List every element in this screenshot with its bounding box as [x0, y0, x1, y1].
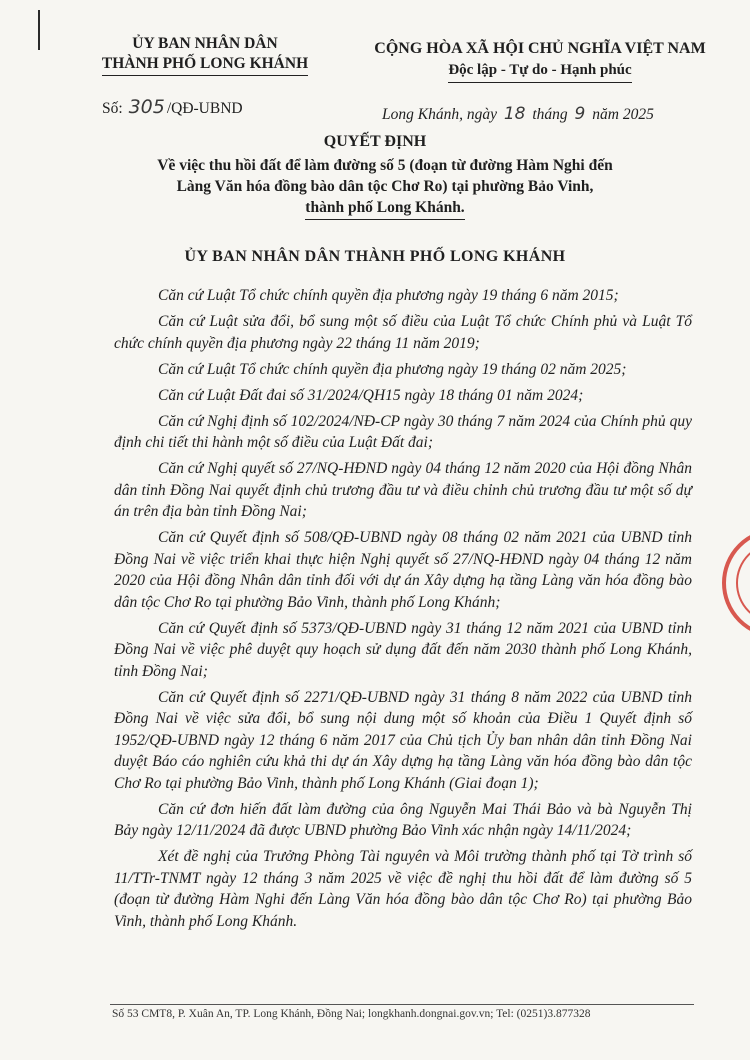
doc-number-handwritten: 305: [128, 96, 165, 118]
doc-number-prefix: Số:: [102, 100, 123, 117]
agency-line-1: ỦY BAN NHÂN DÂN: [132, 35, 278, 52]
paragraph: Căn cứ Quyết định số 2271/QĐ-UBND ngày 31 tháng 8 năm 2022 của UBND tỉnh Đồng Nai về việc sửa đổi, bổ sung nội dung một số khoản của Điều 1 Quyết định số 1952/QĐ-UBND ngày 12 tháng 6 năm 2017 của Chủ tịch Ủy ban nhân dân tỉnh Đồng Nai duyệt Báo cáo nghiên cứu khả thi dự án Xây dựng hạ tầng Làng văn hóa đồng bào dân tộc Chơ Ro tại phường Bảo Vinh, thành phố Long Khánh (Giai đoạn 1);: [114, 688, 692, 792]
place-label: Long Khánh, ngày: [382, 106, 497, 123]
nation-title: CỘNG HÒA XÃ HỘI CHỦ NGHĨA VIỆT NAM: [374, 40, 706, 57]
date-month-handwritten: 9: [574, 104, 586, 124]
scan-edge-mark: [38, 10, 40, 50]
national-heading: [355, 38, 725, 83]
paragraph: Căn cứ Luật Đất đai số 31/2024/QH15 ngày 18 tháng 01 năm 2024;: [158, 386, 584, 404]
paragraph: Căn cứ Luật sửa đổi, bổ sung một số điều của Luật Tổ chức Chính phủ và Luật Tổ chức chính quyền địa phương ngày 22 tháng 11 năm 2019;: [114, 313, 692, 352]
red-seal-inner-ring: [736, 542, 750, 624]
year-label: năm 2025: [592, 106, 654, 123]
red-seal-stamp: [722, 528, 750, 638]
decision-title: QUYẾT ĐỊNH: [323, 133, 427, 150]
paragraph: Căn cứ Quyết định số 508/QĐ-UBND ngày 08 tháng 02 năm 2021 của UBND tỉnh Đồng Nai về việc triển khai thực hiện Nghị quyết số 27/NQ-HĐND ngày 04 tháng 12 năm 2020 của Hội đồng Nhân dân tỉnh đối với dự án Xây dựng hạ tầng Làng văn hóa đồng bào dân tộc Chơ Ro tại phường Bảo Vinh, thành phố Long Khánh;: [114, 529, 692, 611]
paragraph: Căn cứ Luật Tổ chức chính quyền địa phương ngày 19 tháng 6 năm 2015;: [158, 287, 619, 304]
decision-subject: [80, 155, 690, 220]
legal-basis-list: [114, 285, 692, 937]
paragraph: Căn cứ Nghị quyết số 27/NQ-HĐND ngày 04 tháng 12 năm 2020 của Hội đồng Nhân dân tỉnh Đồng Nai quyết định chủ trương đầu tư và điều chỉnh chủ trương đầu tư một số dự án trên địa bàn tỉnh Đồng Nai;: [114, 460, 692, 520]
agency-line-2: THÀNH PHỐ LONG KHÁNH: [102, 54, 308, 76]
footer-divider: [110, 1004, 694, 1005]
document-number: [102, 96, 243, 118]
place-and-date: [382, 104, 654, 124]
paragraph: Xét đề nghị của Trưởng Phòng Tài nguyên và Môi trường thành phố tại Tờ trình số 11/TTr-TNMT ngày 12 tháng 3 năm 2025 về việc đề nghị thu hồi đất để làm đường số 5 (đoạn từ đường Hàm Nghi đến Làng Văn hóa đồng bào dân tộc Chơ Ro) tại phường Bảo Vinh, thành phố Long Khánh.: [114, 848, 692, 930]
issuing-agency: [60, 34, 350, 76]
paragraph: Căn cứ Quyết định số 5373/QĐ-UBND ngày 31 tháng 12 năm 2021 của UBND tỉnh Đồng Nai về việc phê duyệt quy hoạch sử dụng đất đến năm 2030 thành phố Long Khánh, tỉnh Đồng Nai;: [114, 619, 692, 680]
paragraph: Căn cứ Nghị định số 102/2024/NĐ-CP ngày 30 tháng 7 năm 2024 của Chính phủ quy định chi tiết thi hành một số điều của Luật Đất đai;: [114, 412, 692, 451]
month-label: tháng: [532, 106, 568, 123]
date-day-handwritten: 18: [503, 104, 526, 124]
authority-heading: ỦY BAN NHÂN DÂN THÀNH PHỐ LONG KHÁNH: [184, 248, 566, 265]
paragraph: Căn cứ Luật Tổ chức chính quyền địa phương ngày 19 tháng 02 năm 2025;: [158, 360, 627, 378]
footer-address: Số 53 CMT8, P. Xuân An, TP. Long Khánh, Đồng Nai; longkhanh.dongnai.gov.vn; Tel: (0251)3.877328: [112, 1008, 591, 1020]
doc-number-suffix: /QĐ-UBND: [166, 100, 243, 117]
subject-line-3: thành phố Long Khánh.: [305, 197, 464, 220]
paragraph: Căn cứ đơn hiến đất làm đường của ông Nguyễn Mai Thái Bảo và bà Nguyễn Thị Bảy ngày 12/11/2024 đã được UBND phường Bảo Vinh xác nhận ngày 14/11/2024;: [114, 800, 692, 839]
subject-line-1: Về việc thu hồi đất để làm đường số 5 (đoạn từ đường Hàm Nghi đến: [157, 157, 613, 174]
national-motto: Độc lập - Tự do - Hạnh phúc: [448, 60, 631, 83]
subject-line-2: Làng Văn hóa đồng bào dân tộc Chơ Ro) tại phường Bảo Vinh,: [176, 178, 594, 195]
